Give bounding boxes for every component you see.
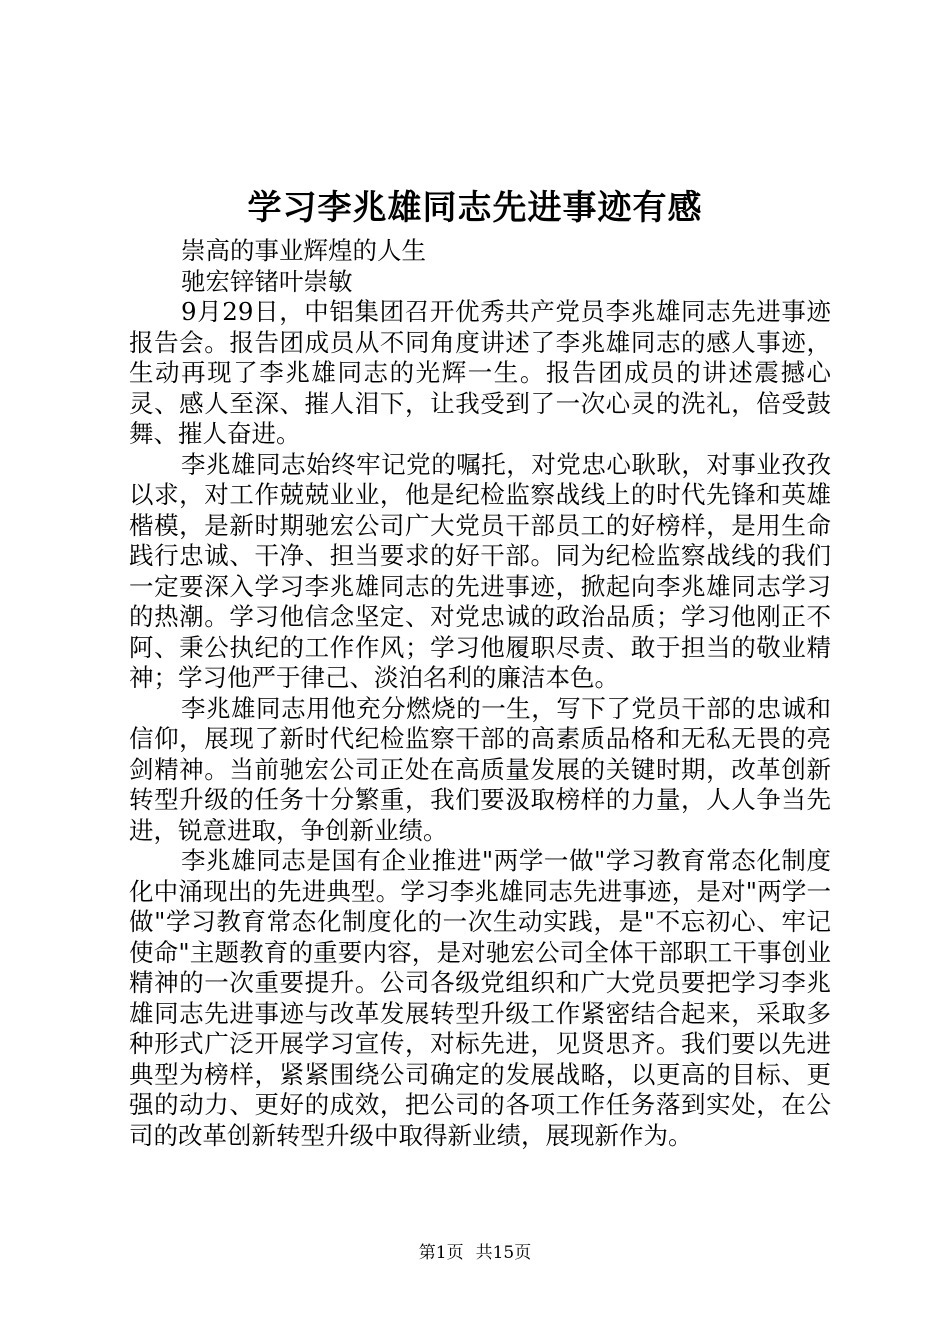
paragraph: 李兆雄同志始终牢记党的嘱托，对党忠心耿耿，对事业孜孜以求，对工作兢兢业业，他是纪检监察战线上的时代先锋和英雄楷模，是新时期驰宏公司广大党员干部员工的好榜样，是用生命践行忠诚、干净、担当要求的好干部。同为纪检监察战线的我们一定要深入学习李兆雄同志的先进事迹，掀起向李兆雄同志学习的热潮。学习他信念坚定、对党忠诚的政治品质；学习他刚正不阿、秉公执纪的工作作风；学习他履职尽责、敢于担当的敬业精神；学习他严于律己、淡泊名利的廉洁本色。 bbox=[129, 449, 831, 692]
paragraph: 9月29日，中铝集团召开优秀共产党员李兆雄同志先进事迹报告会。报告团成员从不同角度讲述了李兆雄同志的感人事迹，生动再现了李兆雄同志的光辉一生。报告团成员的讲述震撼心灵、感人至深、摧人泪下，让我受到了一次心灵的洗礼，倍受鼓舞、摧人奋进。 bbox=[129, 297, 831, 448]
page-total: 共15页 bbox=[475, 1243, 532, 1263]
document-title: 学习李兆雄同志先进事迹有感 bbox=[247, 188, 703, 228]
document-body bbox=[129, 236, 831, 1151]
paragraph: 李兆雄同志用他充分燃烧的一生，写下了党员干部的忠诚和信仰，展现了新时代纪检监察干部的高素质品格和无私无畏的亮剑精神。当前驰宏公司正处在高质量发展的关键时期，改革创新转型升级的任务十分繁重，我们要汲取榜样的力量，人人争当先进，锐意进取，争创新业绩。 bbox=[129, 693, 831, 845]
page-footer bbox=[0, 1242, 950, 1264]
document-author: 驰宏锌锗叶崇敏 bbox=[181, 266, 353, 296]
page-number: 第1页 bbox=[418, 1243, 464, 1263]
paragraph: 李兆雄同志是国有企业推进"两学一做"学习教育常态化制度化中涌现出的先进典型。学习李兆雄同志先进事迹，是对"两学一做"学习教育常态化制度化的一次生动实践，是"不忘初心、牢记使命"主题教育的重要内容，是对驰宏公司全体干部职工干事创业精神的一次重要提升。公司各级党组织和广大党员要把学习李兆雄同志先进事迹与改革发展转型升级工作紧密结合起来，采取多种形式广泛开展学习宣传，对标先进，见贤思齐。我们要以先进典型为榜样，紧紧围绕公司确定的发展战略，以更高的目标、更强的动力、更好的成效，把公司的各项工作任务落到实处，在公司的改革创新转型升级中取得新业绩，展现新作为。 bbox=[129, 846, 831, 1150]
document-subtitle: 崇高的事业辉煌的人生 bbox=[181, 236, 426, 265]
